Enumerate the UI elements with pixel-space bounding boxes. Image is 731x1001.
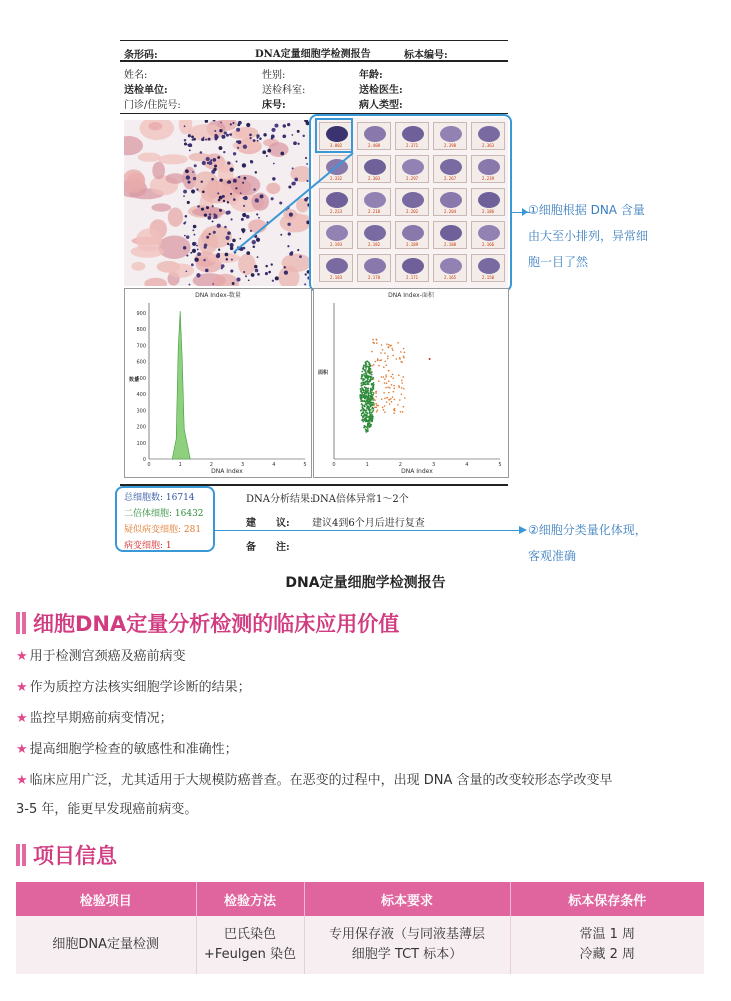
star-icon: ★ [16,711,28,726]
list-item [16,734,716,765]
list-item [16,641,716,672]
doctor-label: 送检医生: [359,85,403,96]
table-row [16,916,704,974]
report-caption: DNA定量细胞学检测报告 [285,575,446,591]
cell-dna-index-value: 2.202 [405,209,419,214]
remark-label: 备 注: [246,542,290,553]
suspicious-cells-stat: 疑似病变细胞: 281 [124,525,202,535]
project-info-table [16,882,704,974]
cell-dna-index-value: 2.239 [481,176,495,181]
section-marker-icon [16,844,20,866]
list-item [16,703,716,734]
cell-dna-index-value: 2.186 [481,209,495,214]
table-header-cell: 检验项目 [16,882,196,916]
cell-dna-index-value: 2.165 [443,275,457,280]
table-header-row [16,882,704,916]
list-item-text: 提高细胞学检查的敏感性和准确性； [29,742,238,757]
histogram-ytick: 0 [142,457,146,463]
gender-label: 性别: [262,70,286,81]
histogram-ytick: 700 [136,343,146,350]
section-marker-icon [22,844,26,866]
star-icon: ★ [16,742,28,757]
advice-value: 建议4到6个月后进行复查 [312,518,425,529]
table-header-cell: 检验方法 [196,882,304,916]
unit-label: 送检单位: [124,85,168,96]
annotation-note-2 [528,517,647,569]
cell-line: 巴氏染色 [223,927,276,942]
cell-line: 常温 1 周 [579,927,636,942]
note1-line: ①细胞根据 DNA 含量 [528,203,645,217]
table-cell-specimen [304,916,510,974]
cell-line: 细胞学 TCT 标本） [351,947,463,962]
cell-dna-index-value: 2.178 [367,275,381,280]
cell-line: +Feulgen 染色 [203,947,297,962]
histogram-xtick: 2 [209,462,213,468]
scatter-xlabel: DNA Index [401,468,433,475]
cell-dna-index-value: 2.223 [329,209,343,214]
note1-line: 由大至小排列，异常细 [528,229,649,243]
histogram-xtick: 4 [272,462,276,468]
cell-dna-index-value: 2.166 [481,242,495,247]
list-item-text: 作为质控方法核实细胞学诊断的结果； [29,680,251,695]
list-item [16,765,716,796]
diploid-cells-stat: 二倍体细胞: 16432 [124,509,204,519]
cell-dna-index-value: 2.363 [481,143,495,148]
list-item-continued [16,794,716,825]
cell-dna-index-value: 2.297 [405,176,419,181]
result-label: DNA分析结果: [246,494,314,505]
scatter-xtick: 5 [498,462,502,468]
histogram-ytick: 400 [136,392,146,399]
dna-scatter-plot [313,288,509,478]
specimen-no-label: 标本编号: [404,50,448,61]
cell-dna-index-value: 2.182 [367,242,381,247]
abnormal-cells-stat: 病变细胞: 1 [124,541,172,551]
note2-line: 客观准确 [528,549,577,563]
list-item-text: 临床应用广泛，尤其适用于大规模防癌普查。在恶变的过程中，出现 DNA 含量的改变较形态学改变早 [29,773,613,788]
patient-type-label: 病人类型: [359,100,403,111]
histogram-ytick: 500 [136,375,146,382]
table-cell-item: 细胞DNA定量检测 [16,916,196,974]
cell-dna-index-value: 2.204 [443,209,457,214]
cell-dna-index-value: 2.398 [443,143,457,148]
histogram-xtick: 5 [303,462,307,468]
table-header-cell: 标本要求 [304,882,510,916]
dna-histogram [124,288,312,478]
histogram-title: DNA Index-数量 [195,292,241,299]
histogram-xlabel: DNA Index [211,468,243,475]
report-title: DNA定量细胞学检测报告 [255,49,371,60]
annotation2-arrow-icon [519,526,527,534]
table-header-cell: 标本保存条件 [510,882,704,916]
scatter-xtick: 3 [432,462,436,468]
section-clinical-value-heading [16,608,399,638]
scatter-xtick: 1 [365,462,369,468]
scatter-xtick: 2 [398,462,402,468]
cell-dna-index-value: 2.171 [405,275,419,280]
histogram-ylabel: 数量 [129,377,140,383]
table-cell-storage [510,916,704,974]
section-title: 项目信息 [33,844,117,868]
star-icon: ★ [16,773,28,788]
section-project-info-heading [16,840,117,870]
cell-dna-index-value: 2.218 [367,209,381,214]
section-marker-icon [16,612,20,634]
scatter-xtick: 4 [465,462,469,468]
note2-line: ②细胞分类量化体现， [528,523,647,537]
cell-dna-index-value: 2.332 [329,176,343,181]
cell-dna-index-value: 2.371 [405,143,419,148]
star-icon: ★ [16,649,28,664]
cell-dna-index-value: 2.189 [405,242,419,247]
list-item-text: 用于检测宫颈癌及癌前病变 [29,649,186,664]
cell-dna-index-value: 2.188 [443,242,457,247]
histogram-ytick: 900 [136,311,146,317]
cell-dna-index-value: 2.408 [367,143,381,148]
bed-no-label: 床号: [262,100,286,111]
hospital-no-label: 门诊/住院号: [124,100,181,111]
histogram-xtick: 1 [178,462,182,468]
result-value: DNA倍体异常1～2个 [312,494,409,505]
cell-dna-index-value: 3.802 [329,143,343,148]
total-cells-stat: 总细胞数: 16714 [124,493,195,503]
scatter-xtick: 0 [332,462,336,468]
cell-line: 冷藏 2 周 [579,947,636,962]
histogram-ytick: 100 [136,440,146,447]
cell-dna-index-value: 2.183 [329,275,343,280]
annotation-note-1 [528,197,648,275]
scatter-ylabel: 面积 [318,370,329,376]
table-cell-method [196,916,304,974]
cell-dna-index-value: 2.150 [481,275,495,280]
age-label: 年龄: [359,70,383,81]
histogram-peak [172,311,190,459]
section-title: 细胞DNA定量分析检测的临床应用价值 [33,612,400,636]
histogram-xtick: 0 [147,462,151,468]
list-item [16,672,716,703]
section-marker-icon [22,612,26,634]
barcode-label: 条形码: [124,50,158,61]
note1-line: 胞一目了然 [528,255,589,269]
histogram-ytick: 800 [136,327,146,334]
star-icon: ★ [16,680,28,695]
cell-dna-index-value: 2.303 [367,176,381,181]
list-item-text: 监控早期癌前病变情况； [29,711,173,726]
list-item-text: 3-5 年，能更早发现癌前病变。 [16,802,198,817]
cell-dna-index-value: 2.193 [329,242,343,247]
annotation2-arrow-line [215,530,523,531]
histogram-xtick: 3 [241,462,245,468]
scatter-title: DNA Index-面积 [388,292,434,299]
cell-dna-index-value: 2.267 [443,176,457,181]
histogram-ytick: 200 [136,424,146,431]
name-label: 姓名: [124,70,148,81]
histogram-ytick: 600 [136,359,146,366]
dept-label: 送检科室: [262,85,306,96]
histogram-ytick: 300 [136,408,146,415]
advice-label: 建 议: [246,518,290,529]
cell-line: 专用保存液（与同液基薄层 [328,927,485,942]
